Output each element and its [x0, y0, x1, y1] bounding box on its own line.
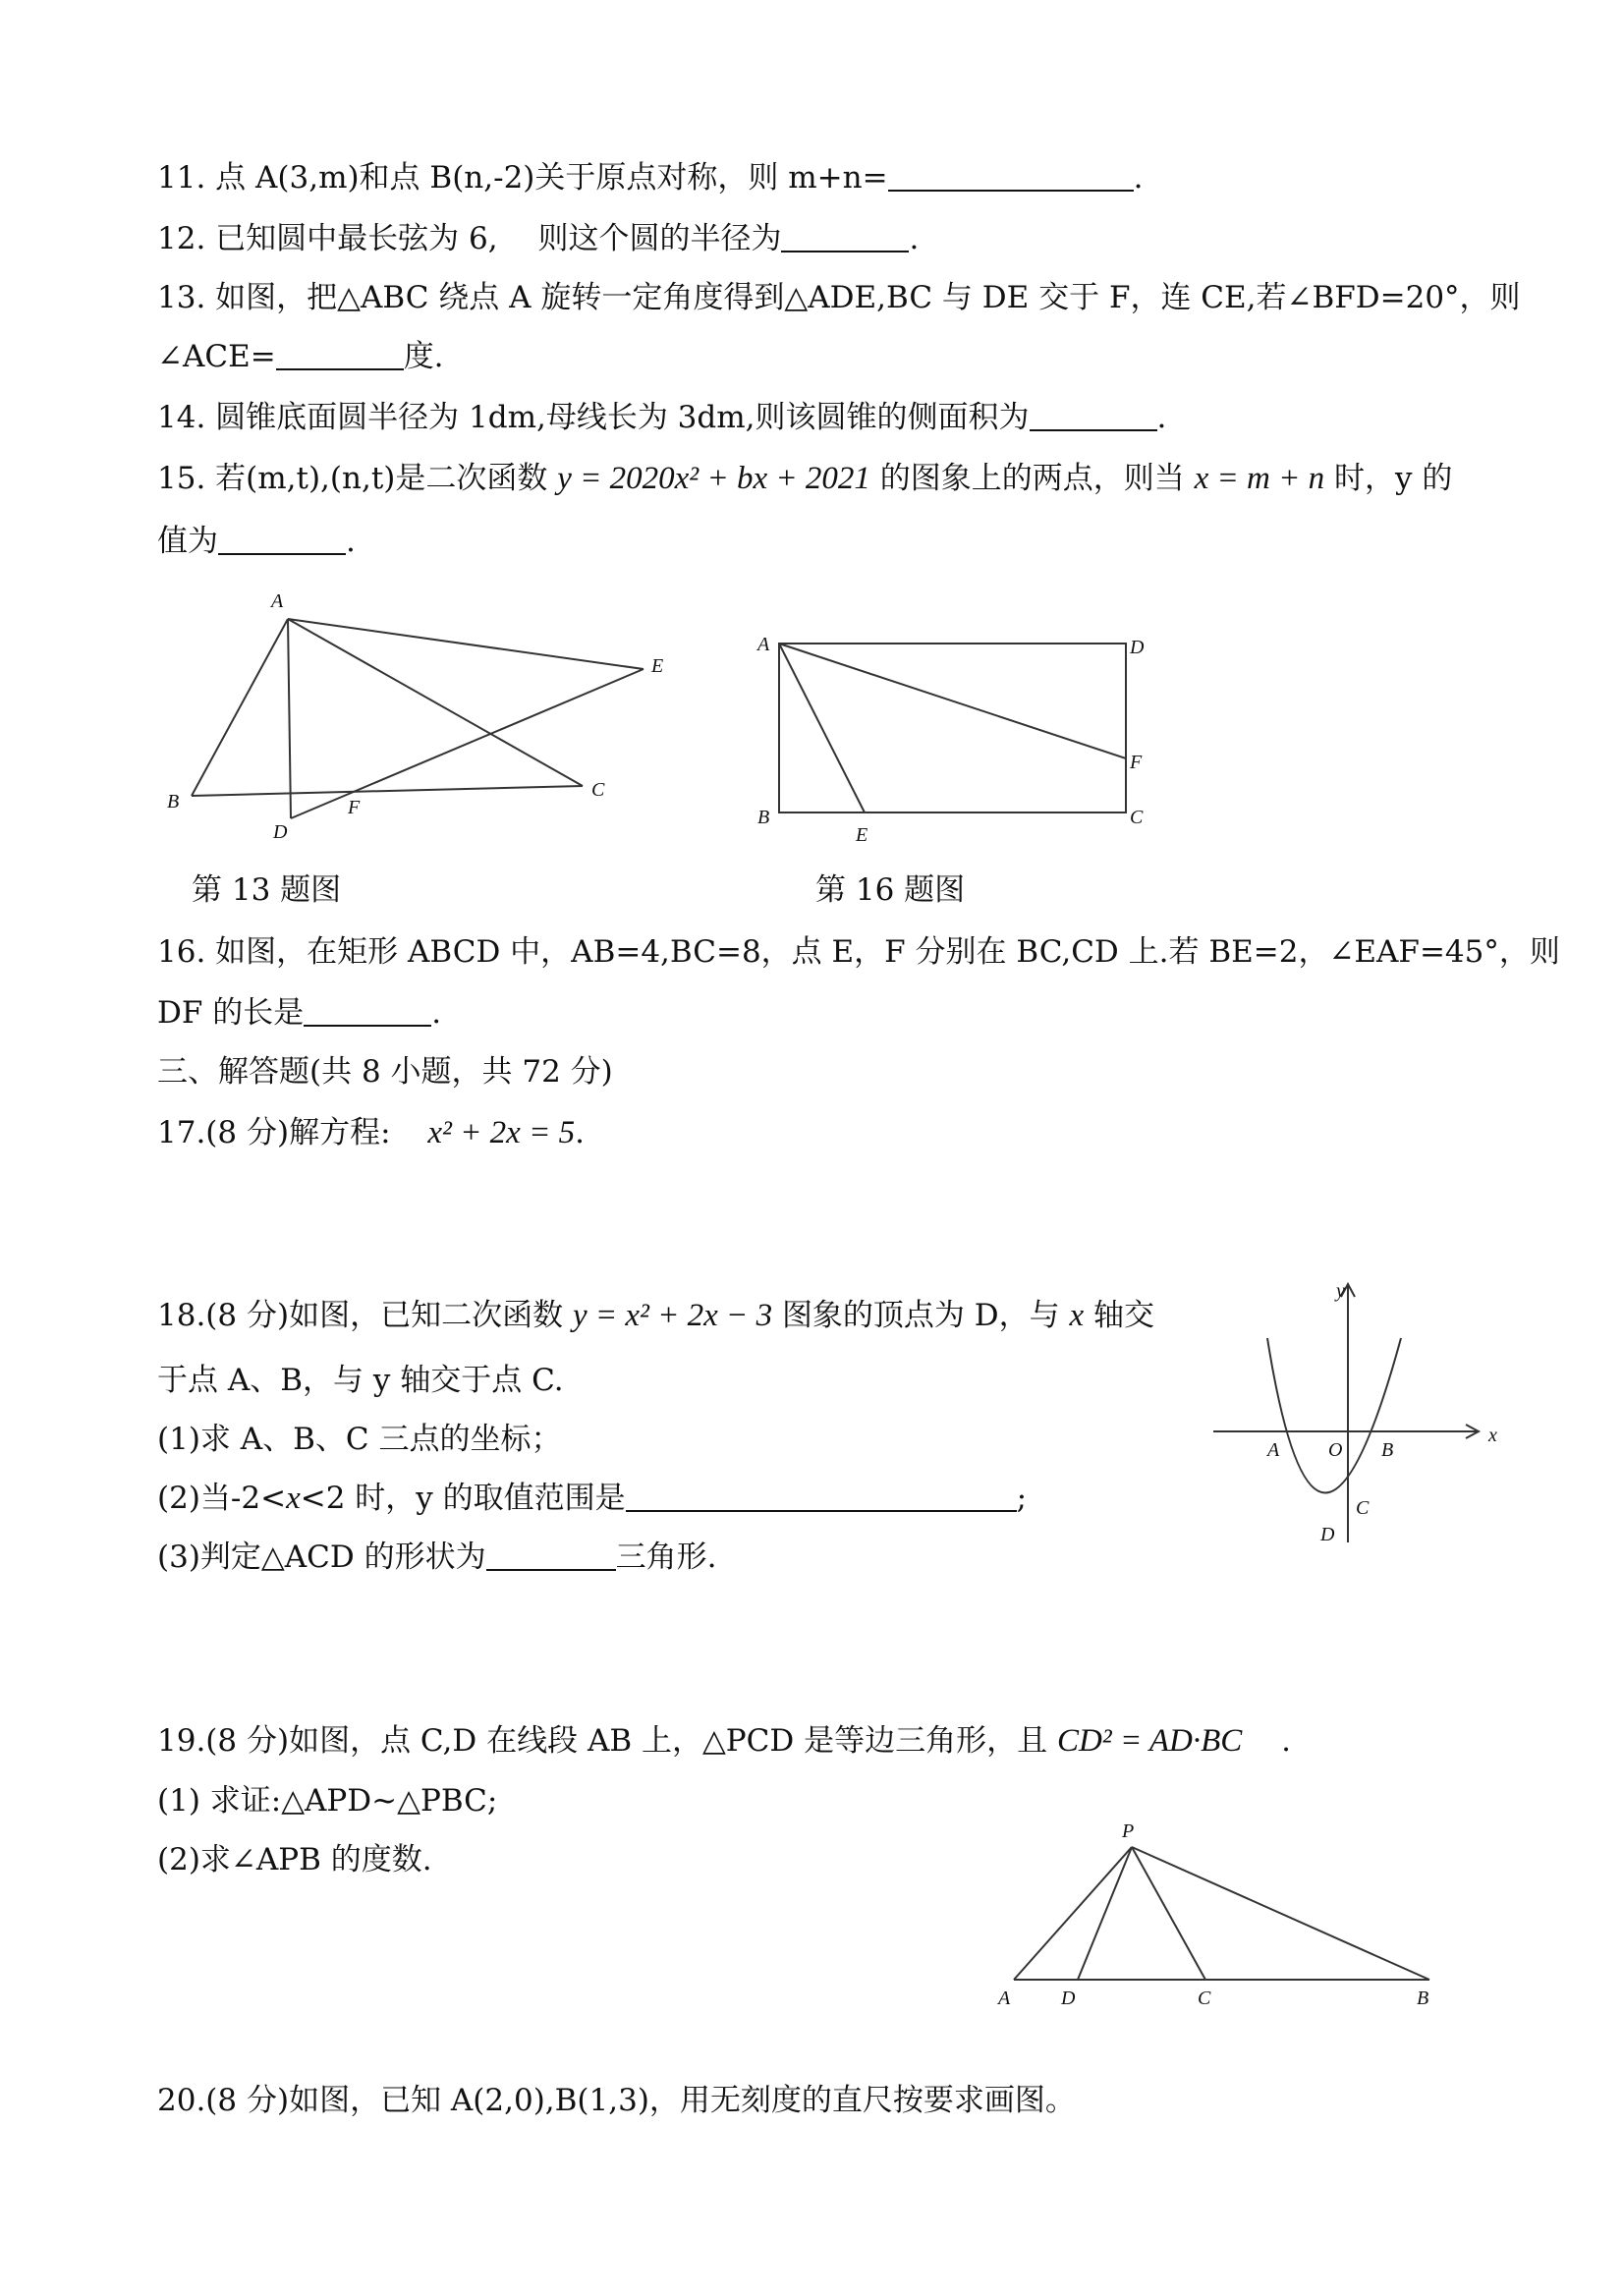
segment-pb [1132, 1847, 1429, 1980]
label-c: C [1198, 1988, 1211, 2009]
equation: y = 2020x² + bx + 2021 [557, 461, 870, 496]
label-c: C [1356, 1497, 1370, 1519]
condition: x = m + n [1194, 461, 1325, 496]
label-b: B [167, 791, 180, 812]
label-p: P [1122, 1820, 1135, 1842]
label-a: A [998, 1988, 1011, 2009]
label-y: y [1336, 1280, 1345, 1302]
question-16-line-1: 16. 如图，在矩形 ABCD 中，AB=4,BC=8，点 E，F 分别在 BC,CD 上.若 BE=2，∠EAF=45°，则 [157, 934, 1560, 970]
equation: y = x² + 2x − 3 [572, 1298, 773, 1333]
question-18-part-2: (2)当-2<x<2 时，y 的取值范围是 ; [157, 1481, 1028, 1516]
segment-pc [1132, 1847, 1205, 1980]
question-18-line-1: 18.(8 分)如图，已知二次函数 y = x² + 2x − 3 图象的顶点为 D，与 x 轴交 [157, 1298, 1155, 1333]
label-a: A [757, 634, 770, 655]
question-15-line-2: 值为 . [157, 524, 356, 559]
label-c: C [591, 779, 605, 801]
label-e: E [651, 655, 664, 677]
label-b: B [1381, 1439, 1394, 1461]
label-a: A [271, 590, 284, 612]
figure-13-caption: 第 13 题图 [192, 872, 342, 908]
label-d: D [1130, 637, 1145, 658]
label-d: D [1320, 1524, 1335, 1545]
segment-pd [1078, 1847, 1132, 1980]
question-11: 11. 点 A(3,m)和点 B(n,-2)关于原点对称，则 m+n= . [157, 160, 1144, 196]
question-20: 20.(8 分)如图，已知 A(2,0),B(1,3)，用无刻度的直尺按要求画图。 [157, 2083, 1076, 2118]
question-17: 17.(8 分)解方程: x² + 2x = 5. [157, 1115, 585, 1150]
label-c: C [1130, 807, 1144, 828]
question-19-part-1: (1) 求证:△APD~△PBC; [157, 1783, 498, 1819]
segment-pa [1014, 1847, 1132, 1980]
question-19-part-2: (2)求∠APB 的度数. [157, 1842, 432, 1877]
question-14: 14. 圆锥底面圆半径为 1dm,母线长为 3dm,则该圆锥的侧面积为 . [157, 400, 1167, 435]
figure-16-caption: 第 16 题图 [815, 872, 966, 908]
label-b: B [757, 807, 770, 828]
label-x: x [1488, 1425, 1497, 1446]
question-16-line-2: DF 的长是 . [157, 995, 442, 1031]
section-heading: 三、解答题(共 8 小题，共 72 分) [157, 1054, 613, 1090]
label-d: D [1061, 1988, 1076, 2009]
equation: x² + 2x = 5 [427, 1115, 576, 1150]
question-18-line-2: 于点 A、B，与 y 轴交于点 C. [157, 1363, 564, 1398]
question-19-line-1: 19.(8 分)如图，点 C,D 在线段 AB 上，△PCD 是等边三角形，且 CD² = AD·BC . [157, 1723, 1292, 1759]
question-18-part-3: (3)判定△ACD 的形状为 三角形. [157, 1540, 717, 1575]
label-a: A [1267, 1439, 1280, 1461]
question-12: 12. 已知圆中最长弦为 6, 则这个圆的半径为 . [157, 221, 920, 256]
label-f: F [348, 797, 361, 818]
question-18-part-1: (1)求 A、B、C 三点的坐标； [157, 1422, 562, 1457]
question-11-text: 11. 点 A(3,m)和点 B(n,-2)关于原点对称，则 m+n= [157, 160, 888, 196]
label-b: B [1417, 1988, 1429, 2009]
equation: CD² = AD·BC [1056, 1723, 1243, 1759]
label-f: F [1130, 752, 1143, 773]
label-d: D [273, 821, 288, 843]
label-e: E [856, 824, 868, 846]
question-13-line-2: ∠ACE= 度. [157, 339, 444, 374]
question-12-text: 12. 已知圆中最长弦为 6, 则这个圆的半径为 [157, 221, 782, 256]
question-13-line-1: 13. 如图，把△ABC 绕点 A 旋转一定角度得到△ADE,BC 与 DE 交于 F，连 CE,若∠BFD=20°，则 [157, 280, 1521, 315]
question-15-line-1: 15. 若(m,t),(n,t)是二次函数 y = 2020x² + bx + 2021 的图象上的两点，则当 x = m + n 时，y 的 [157, 461, 1453, 496]
label-o: O [1328, 1439, 1343, 1461]
